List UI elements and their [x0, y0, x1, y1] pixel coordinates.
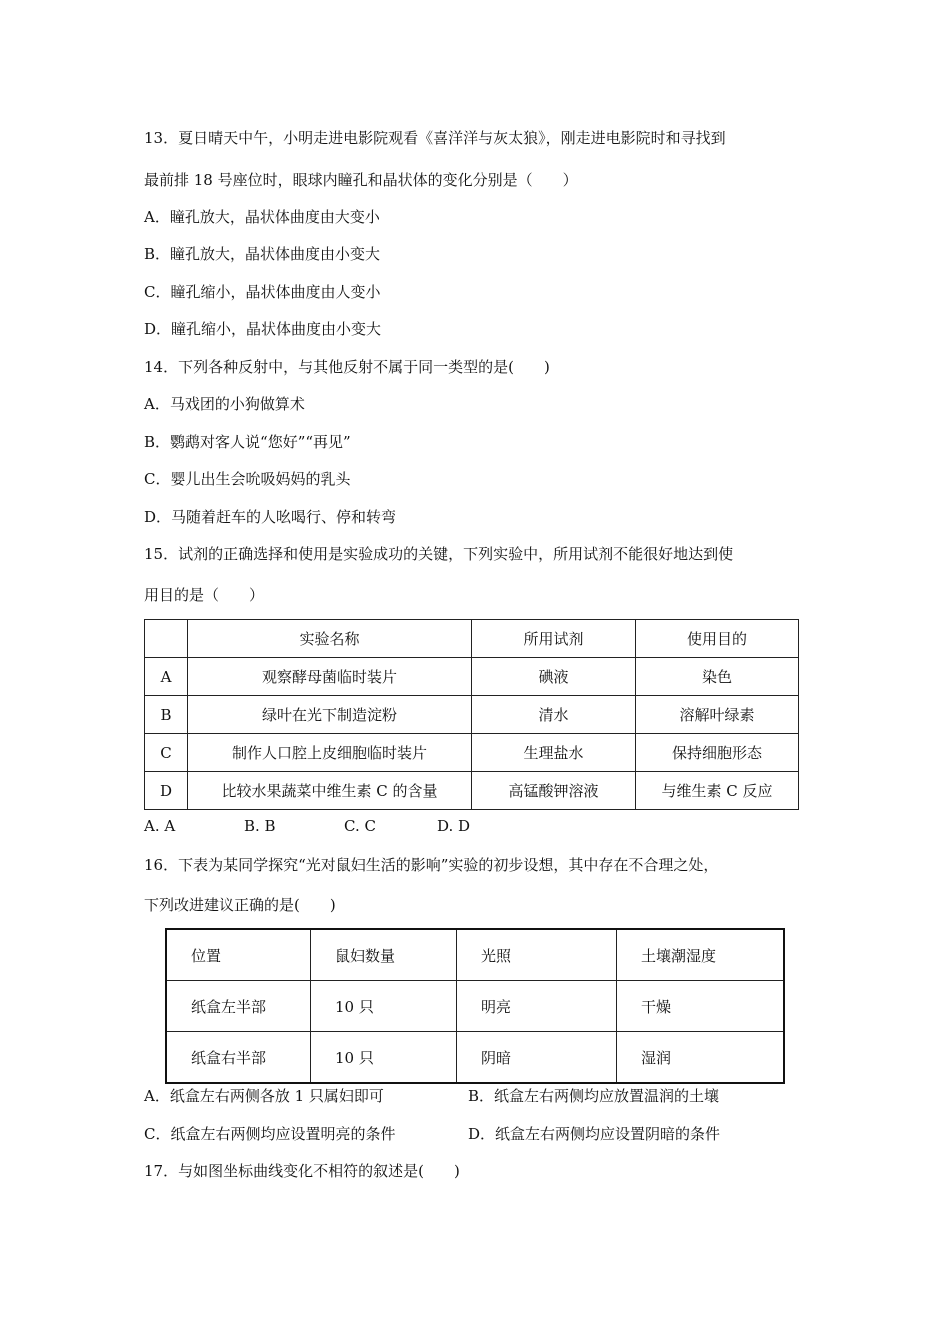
table-cell: 纸盒左半部	[166, 981, 311, 1032]
q14-option-c: C．婴儿出生会吮吸妈妈的乳头	[144, 470, 351, 488]
q13-stem-line1: 13．夏日晴天中午，小明走进电影院观看《喜洋洋与灰太狼》，刚走进电影院时和寻找到	[144, 129, 726, 147]
table-cell: B	[145, 696, 188, 734]
table-cell: A	[145, 658, 188, 696]
q16-stem-line1: 16．下表为某同学探究“光对鼠妇生活的影响”实验的初步设想，其中存在不合理之处，	[144, 856, 719, 874]
table-cell: 与维生素 C 反应	[636, 772, 799, 810]
q16-options-row1	[144, 1086, 719, 1106]
table-cell: 绿叶在光下制造淀粉	[188, 696, 472, 734]
table-header-cell: 实验名称	[188, 620, 472, 658]
table-cell: 10 只	[311, 981, 457, 1032]
table-header-cell	[145, 620, 188, 658]
table-header-row	[166, 929, 784, 981]
q15-options	[144, 816, 470, 836]
table-cell: 保持细胞形态	[636, 734, 799, 772]
q16-stem-line2: 下列改进建议正确的是( )	[144, 896, 336, 914]
table-row	[145, 658, 799, 696]
table-cell: 明亮	[457, 981, 617, 1032]
table-cell: 生理盐水	[472, 734, 636, 772]
table-cell: 高锰酸钾溶液	[472, 772, 636, 810]
q13-option-a: A．瞳孔放大，晶状体曲度由大变小	[144, 208, 380, 226]
table-cell: 制作人口腔上皮细胞临时装片	[188, 734, 472, 772]
q13-option-c: C．瞳孔缩小，晶状体曲度由人变小	[144, 283, 381, 301]
table-header-cell: 使用目的	[636, 620, 799, 658]
table-cell: 湿润	[617, 1032, 785, 1084]
q16-option-a: A．纸盒左右两侧各放 1 只属妇即可	[144, 1087, 384, 1105]
table-header-cell: 位置	[166, 929, 311, 981]
table-cell: 干燥	[617, 981, 785, 1032]
table-row	[145, 772, 799, 810]
q16-option-d: D．纸盒左右两侧均应设置阴暗的条件	[468, 1125, 721, 1143]
table-cell: 碘液	[472, 658, 636, 696]
table-cell: 溶解叶绿素	[636, 696, 799, 734]
q15-stem-line1: 15．试剂的正确选择和使用是实验成功的关键，下列实验中，所用试剂不能很好地达到使	[144, 545, 734, 563]
q16-option-c: C．纸盒左右两侧均应设置明亮的条件	[144, 1125, 396, 1143]
table-cell: 观察酵母菌临时装片	[188, 658, 472, 696]
q15-stem-line2: 用目的是（ ）	[144, 586, 265, 604]
q15-option-c: C. C	[344, 817, 376, 835]
table-cell: 阴暗	[457, 1032, 617, 1084]
table-header-cell: 鼠妇数量	[311, 929, 457, 981]
q14-stem: 14．下列各种反射中，与其他反射不属于同一类型的是( )	[144, 358, 550, 376]
table-row	[166, 1032, 784, 1084]
q13-option-d: D．瞳孔缩小，晶状体曲度由小变大	[144, 320, 382, 338]
q15-option-a: A. A	[144, 817, 176, 835]
table-cell: 染色	[636, 658, 799, 696]
q16-options-row2	[144, 1124, 720, 1144]
q15-table	[144, 619, 799, 810]
table-cell: D	[145, 772, 188, 810]
q15-option-d: D. D	[437, 817, 471, 835]
q13-option-b: B．瞳孔放大，晶状体曲度由小变大	[144, 245, 381, 263]
table-row	[166, 981, 784, 1032]
q14-option-b: B．鹦鹉对客人说“您好”“再见”	[144, 433, 351, 451]
table-cell: 比较水果蔬菜中维生素 C 的含量	[188, 772, 472, 810]
q15-option-b: B. B	[244, 817, 276, 835]
table-header-cell: 所用试剂	[472, 620, 636, 658]
q14-option-d: D．马随着赶车的人吆喝行、停和转弯	[144, 508, 397, 526]
table-header-row	[145, 620, 799, 658]
table-cell: 清水	[472, 696, 636, 734]
table-row	[145, 696, 799, 734]
table-header-cell: 土壤潮湿度	[617, 929, 785, 981]
q16-table	[165, 928, 785, 1084]
table-cell: C	[145, 734, 188, 772]
table-cell: 10 只	[311, 1032, 457, 1084]
q16-option-b: B．纸盒左右两侧均应放置温润的土壤	[468, 1087, 720, 1105]
table-row	[145, 734, 799, 772]
table-cell: 纸盒右半部	[166, 1032, 311, 1084]
q14-option-a: A．马戏团的小狗做算术	[144, 395, 305, 413]
q17-stem: 17．与如图坐标曲线变化不相符的叙述是( )	[144, 1162, 460, 1180]
table-header-cell: 光照	[457, 929, 617, 981]
q13-stem-line2: 最前排 18 号座位时，眼球内瞳孔和晶状体的变化分别是（ ）	[144, 171, 578, 189]
